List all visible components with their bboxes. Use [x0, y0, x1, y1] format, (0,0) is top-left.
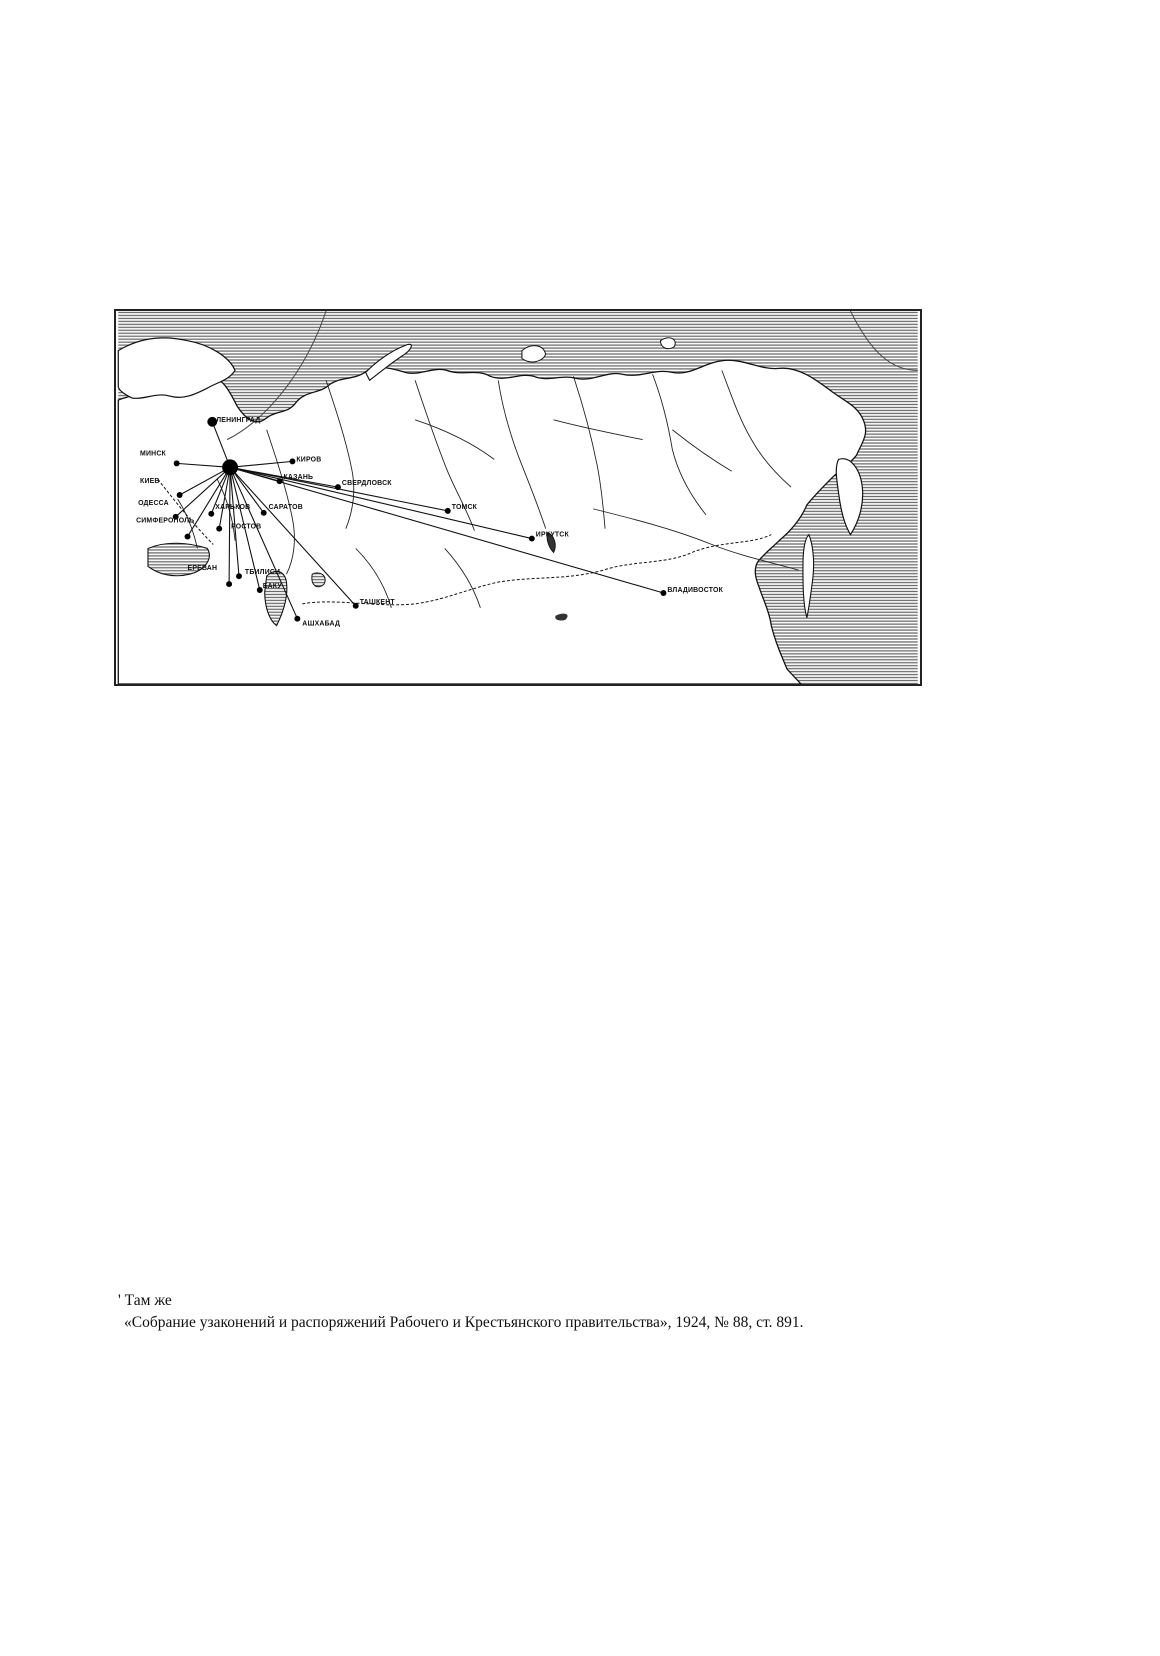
city-label-tbilisi: ТБИЛИСИ [244, 569, 281, 577]
city-marker-simferopol [185, 534, 191, 540]
city-label-sverdlovsk: СВЕРДЛОВСК [341, 480, 392, 488]
footnote-1: ' Там же [118, 1292, 172, 1309]
city-label-kiev: КИЕВ [140, 478, 160, 486]
city-marker-rostov [216, 526, 222, 532]
city-marker-moscow [222, 459, 238, 475]
city-label-vladivostok: ВЛАДИВОСТОК [667, 586, 724, 594]
city-label-baku: БАКУ [262, 583, 282, 591]
city-label-kirov: КИРОВ [296, 456, 322, 464]
city-marker-tashkent [353, 603, 359, 609]
city-label-odessa: ОДЕССА [138, 499, 169, 507]
city-label-irkutsk: ИРКУТСК [535, 531, 569, 539]
city-marker-kazan [277, 478, 283, 484]
city-marker-kirov [289, 458, 295, 464]
land-mainland [118, 360, 865, 684]
city-marker-tomsk [445, 508, 451, 514]
footnote-2: «Собрание узаконений и распоряжений Рабочего и Крестьянского правительства», 1924, № 88, ст. 891. [124, 1314, 804, 1331]
city-label-kharkov: ХАРЬКОВ [215, 503, 251, 511]
city-label-saratov: САРАТОВ [268, 503, 303, 511]
city-marker-sverdlovsk [335, 484, 341, 490]
city-label-minsk: МИНСК [140, 450, 166, 458]
city-label-leningrad: ЛЕНИНГРАД [216, 416, 261, 424]
city-marker-erevan [226, 581, 232, 587]
city-marker-kharkov [208, 511, 214, 517]
aral-sea [312, 573, 325, 587]
city-marker-vladivostok [660, 590, 666, 596]
map-figure [114, 309, 922, 686]
city-marker-minsk [174, 460, 180, 466]
city-label-ashkhabad: АШХАБАД [302, 620, 341, 628]
city-marker-kiev [177, 492, 183, 498]
city-marker-irkutsk [529, 536, 535, 542]
city-marker-ashkhabad [294, 616, 300, 622]
city-marker-tbilisi [236, 573, 242, 579]
ussr-air-routes-map [116, 311, 920, 684]
footnotes [118, 1290, 1058, 1334]
city-label-simferopol: СИМФЕРОПОЛЬ [136, 517, 195, 525]
city-label-tomsk: ТОМСК [451, 503, 478, 511]
city-label-tashkent: ТАШКЕНТ [359, 598, 395, 606]
city-marker-saratov [261, 510, 267, 516]
city-label-kazan: КАЗАНЬ [283, 474, 314, 482]
city-label-rostov: РОСТОВ [231, 523, 262, 531]
city-label-erevan: ЕРЕВАН [187, 565, 218, 573]
